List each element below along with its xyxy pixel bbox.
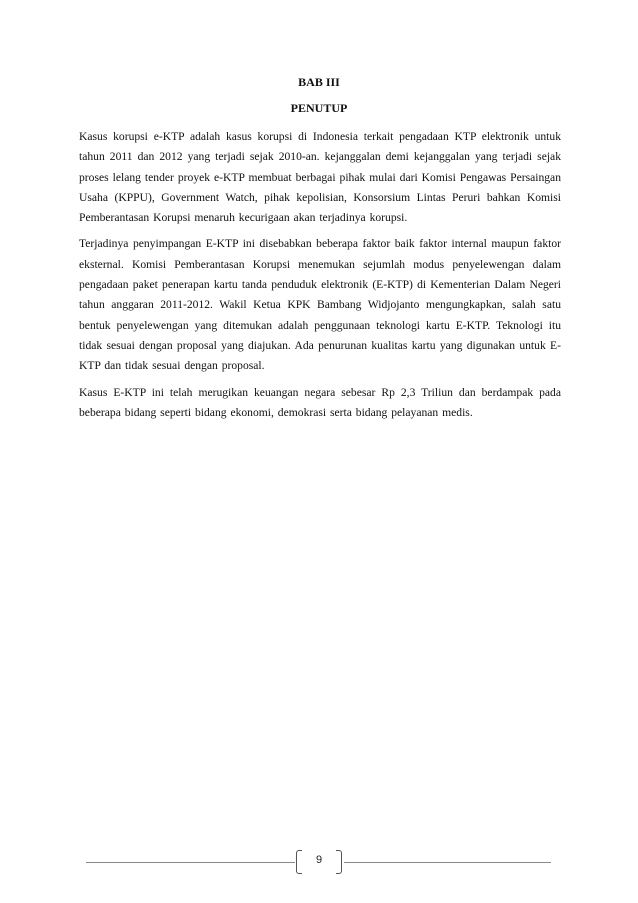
paragraph-1: Kasus korupsi e-KTP adalah kasus korupsi di Indonesia terkait pengadaan KTP elektronik untuk tahun 2011 dan 2012 yang terjadi sejak 2010-an. kejanggalan demi kejanggalan yang terjadi sejak proses lelang tender proyek e-KTP membuat berbagai pihak mulai dari Komisi Pengawas Persaingan Usaha (KPPU), Government Watch, pihak kepolisian, Konsorsium Lintas Peruri bahkan Komisi Pemberantasan Korupsi menaruh kecurigaan akan terjadinya korupsi. bbox=[79, 130, 561, 225]
chapter-number: BAB III bbox=[298, 75, 340, 89]
page-footer bbox=[0, 850, 638, 876]
paragraph-3: Kasus E-KTP ini telah merugikan keuangan negara sebesar Rp 2,3 Triliun dan berdampak pada beberapa bidang seperti bidang ekonomi, demokrasi serta bidang pelayanan medis. bbox=[79, 385, 561, 419]
page-number: 9 bbox=[315, 854, 323, 866]
footer-rule-right bbox=[344, 862, 551, 863]
body-text bbox=[79, 127, 561, 429]
chapter-title: PENUTUP bbox=[290, 101, 348, 115]
footer-bracket-right bbox=[336, 850, 342, 874]
paragraph-2: Terjadinya penyimpangan E-KTP ini disebabkan beberapa faktor baik faktor internal maupun faktor eksternal. Komisi Pemberantasan Korupsi menemukan sejumlah modus penyelewengan dalam pengadaan paket penerapan kartu tanda penduduk elektronik (E-KTP) di Kementerian Dalam Negeri tahun anggaran 2011-2012. Wakil Ketua KPK Bambang Widjojanto mengungkapkan, salah satu bentuk penyelewengan yang ditemukan adalah penggunaan teknologi kartu E-KTP. Teknologi itu tidak sesuai dengan proposal yang diajukan. Ada penurunan kualitas kartu yang digunakan untuk E-KTP dan tidak sesuai dengan proposal. bbox=[79, 237, 561, 373]
footer-rule-left bbox=[86, 862, 295, 863]
